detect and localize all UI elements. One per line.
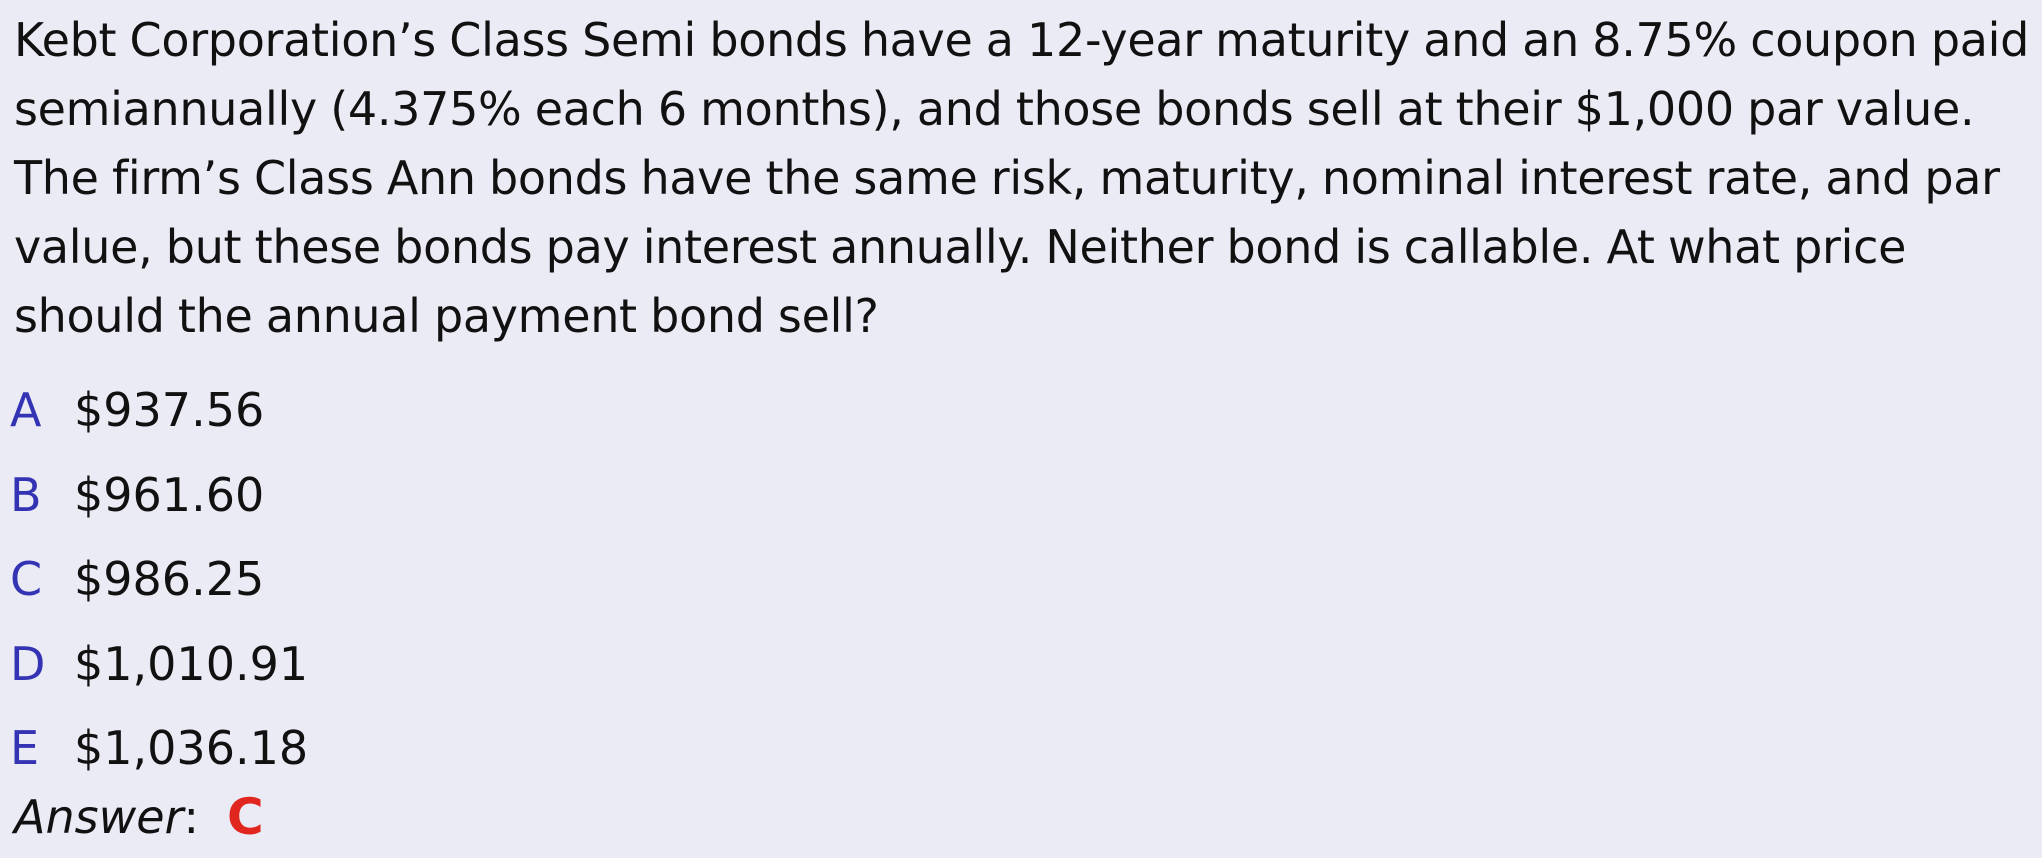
answer-label: Answer — [14, 790, 184, 844]
answer-colon: : — [183, 790, 199, 844]
option-letter: C — [10, 552, 43, 607]
option-d — [10, 622, 308, 707]
answer-value: C — [226, 788, 264, 846]
answer-options-list — [10, 368, 308, 791]
option-a — [10, 368, 308, 453]
option-value: $986.25 — [74, 552, 265, 607]
option-c — [10, 537, 308, 622]
option-value: $1,036.18 — [74, 721, 309, 776]
option-value: $937.56 — [74, 383, 265, 438]
option-letter: E — [10, 721, 40, 776]
answer-line — [14, 788, 264, 846]
option-value: $1,010.91 — [74, 636, 309, 691]
option-letter: A — [10, 383, 42, 438]
option-e — [10, 706, 308, 791]
option-b — [10, 453, 308, 538]
option-letter: B — [10, 467, 42, 522]
question-text: Kebt Corporation’s Class Semi bonds have a 12-year maturity and an 8.75% coupon paid semiannually (4.375% each 6 months), and those bonds sell at their $1,000 par value. The firm’s Class Ann bonds have the same risk, maturity, nominal interest rate, and par value, but these bonds pay interest annually. Neither bond is callable. At what price should the annual payment bond sell? — [14, 13, 2030, 343]
option-value: $961.60 — [74, 467, 265, 522]
option-letter: D — [10, 636, 46, 691]
